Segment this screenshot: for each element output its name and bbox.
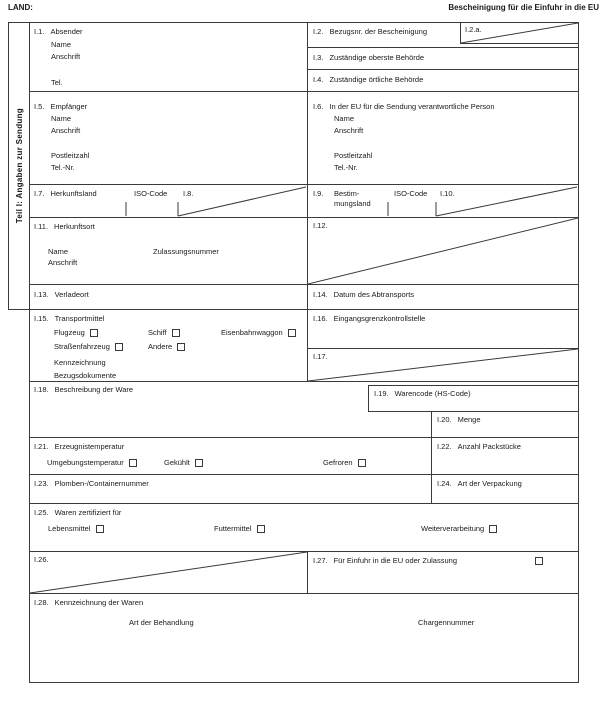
i7-number: I.7. bbox=[34, 189, 45, 198]
i6-name-label: Name bbox=[334, 114, 355, 123]
i22-title-line bbox=[437, 442, 521, 451]
andere-checkbox[interactable] bbox=[177, 343, 185, 351]
i27-title: Für Einfuhr in die EU oder Zulassung bbox=[333, 556, 457, 565]
box-i15-transportmittel bbox=[29, 309, 308, 382]
umgebungstemperatur-label: Umgebungstemperatur bbox=[47, 458, 124, 467]
box-i9-bestimmungsland bbox=[307, 184, 579, 218]
i2a-number: I.2.a. bbox=[465, 25, 482, 34]
i11-title-line bbox=[34, 222, 95, 231]
i11-title: Herkunftsort bbox=[54, 222, 95, 231]
i3-number: I.3. bbox=[313, 53, 324, 62]
box-i28-kennzeichnung-waren bbox=[29, 593, 579, 683]
i4-number: I.4. bbox=[313, 75, 324, 84]
schiff-option bbox=[148, 328, 180, 337]
i23-title-line bbox=[34, 479, 149, 488]
gefroren-checkbox[interactable] bbox=[358, 459, 366, 467]
i16-title-line bbox=[313, 314, 425, 323]
weiterverarbeitung-label: Weiterverarbeitung bbox=[421, 524, 485, 533]
i15-title: Transportmittel bbox=[54, 314, 105, 323]
i18-title: Beschreibung der Ware bbox=[54, 385, 134, 394]
i6-anschrift-label: Anschrift bbox=[334, 126, 364, 135]
box-i11-herkunftsort bbox=[29, 217, 308, 285]
weiterverarbeitung-checkbox[interactable] bbox=[489, 525, 497, 533]
i7-iso-label: ISO-Code bbox=[134, 189, 168, 198]
andere-label: Andere bbox=[148, 342, 173, 351]
i19-title-line bbox=[374, 389, 471, 398]
lebensmittel-label: Lebensmittel bbox=[48, 524, 91, 533]
flugzeug-label: Flugzeug bbox=[54, 328, 85, 337]
i5-anschrift-label: Anschrift bbox=[51, 126, 81, 135]
i26-number: I.26. bbox=[34, 555, 49, 564]
i15-kennzeichnung-label: Kennzeichnung bbox=[54, 358, 106, 367]
i7-title-line bbox=[34, 189, 97, 198]
box-i26 bbox=[29, 551, 308, 594]
gefroren-label: Gefroren bbox=[323, 458, 353, 467]
box-i3 bbox=[307, 47, 579, 70]
i24-number: I.24. bbox=[437, 479, 452, 488]
i19-number: I.19. bbox=[374, 389, 389, 398]
gefroren-option bbox=[323, 458, 366, 467]
box-i6-verantwortliche-person bbox=[307, 91, 579, 185]
box-i20-menge bbox=[431, 411, 579, 438]
i17-strike-line bbox=[308, 349, 578, 381]
i11-number: I.11. bbox=[34, 222, 49, 231]
i2-number: I.2. bbox=[313, 27, 324, 36]
i5-telnr-label: Tel.-Nr. bbox=[51, 163, 75, 172]
i27-title-line bbox=[313, 556, 457, 565]
i15-number: I.15. bbox=[34, 314, 49, 323]
i12-strike-line bbox=[308, 218, 578, 284]
sidebar-teil-i bbox=[8, 22, 30, 310]
box-i25-waren-zertifiziert bbox=[29, 503, 579, 552]
i5-name-label: Name bbox=[51, 114, 72, 123]
i22-number: I.22. bbox=[437, 442, 452, 451]
i28-number: I.28. bbox=[34, 598, 49, 607]
land-label: LAND: bbox=[8, 3, 33, 12]
eisenbahnwaggon-label: Eisenbahnwaggon bbox=[221, 328, 283, 337]
i1-number: I.1. bbox=[34, 27, 45, 36]
box-i13-verladeort bbox=[29, 284, 308, 310]
box-i22-anzahl-packstuecke bbox=[431, 437, 579, 475]
box-i23-plomben-containernummer bbox=[29, 474, 432, 504]
gekuehlt-option bbox=[164, 458, 203, 467]
i13-title-line bbox=[34, 290, 89, 299]
lebensmittel-checkbox[interactable] bbox=[96, 525, 104, 533]
i13-title: Verladeort bbox=[54, 290, 89, 299]
i11-zulassungsnummer-label: Zulassungsnummer bbox=[153, 247, 219, 256]
box-i21-erzeugnistemperatur bbox=[29, 437, 432, 475]
i7-title: Herkunftsland bbox=[50, 189, 97, 198]
eisenbahnwaggon-checkbox[interactable] bbox=[288, 329, 296, 337]
flugzeug-checkbox[interactable] bbox=[90, 329, 98, 337]
i9-title-line2: mungsland bbox=[334, 199, 371, 208]
strassenfahrzeug-checkbox[interactable] bbox=[115, 343, 123, 351]
umgebungstemperatur-option bbox=[47, 458, 137, 467]
gekuehlt-checkbox[interactable] bbox=[195, 459, 203, 467]
i2-title-line bbox=[313, 27, 427, 36]
box-i14-datum-abtransport bbox=[307, 284, 579, 310]
i5-postleitzahl-label: Postleitzahl bbox=[51, 151, 90, 160]
i6-telnr-label: Tel.-Nr. bbox=[334, 163, 358, 172]
andere-option bbox=[148, 342, 185, 351]
i3-title: Zuständige oberste Behörde bbox=[329, 53, 425, 62]
futtermittel-option bbox=[214, 524, 265, 533]
i1-anschrift-label: Anschrift bbox=[51, 52, 81, 61]
i10-number: I.10. bbox=[440, 189, 455, 198]
i25-title-line bbox=[34, 508, 121, 517]
box-i1-absender bbox=[29, 22, 308, 92]
i9-number: I.9. bbox=[313, 189, 324, 198]
box-i27-einfuhr-zulassung bbox=[307, 551, 579, 594]
page-title: Bescheinigung für die Einfuhr in die EU bbox=[448, 3, 599, 12]
i8-number: I.8. bbox=[183, 189, 194, 198]
lebensmittel-option bbox=[48, 524, 104, 533]
i16-title: Eingangsgrenzkontrollstelle bbox=[333, 314, 426, 323]
sidebar-label: Teil I: Angaben zur Sendung bbox=[14, 108, 24, 224]
futtermittel-checkbox[interactable] bbox=[257, 525, 265, 533]
i16-number: I.16. bbox=[313, 314, 328, 323]
i18-number: I.18. bbox=[34, 385, 49, 394]
box-i19-warencode bbox=[368, 385, 579, 412]
strassenfahrzeug-label: Straßenfahrzeug bbox=[54, 342, 110, 351]
box-i16-grenzkontrollstelle bbox=[307, 309, 579, 349]
strassenfahrzeug-option bbox=[54, 342, 123, 351]
flugzeug-option bbox=[54, 328, 98, 337]
i27-checkbox[interactable] bbox=[535, 557, 543, 565]
i25-title: Waren zertifiziert für bbox=[54, 508, 122, 517]
i11-anschrift-label: Anschrift bbox=[48, 258, 78, 267]
i1-title: Absender bbox=[50, 27, 83, 36]
box-i24-art-der-verpackung bbox=[431, 474, 579, 504]
i4-title-line bbox=[313, 75, 423, 84]
i5-number: I.5. bbox=[34, 102, 45, 111]
i28-title: Kennzeichnung der Waren bbox=[54, 598, 144, 607]
i28-title-line bbox=[34, 598, 143, 607]
i17-number: I.17. bbox=[313, 352, 328, 361]
i23-number: I.23. bbox=[34, 479, 49, 488]
i6-number: I.6. bbox=[313, 102, 324, 111]
box-i7-herkunftsland bbox=[29, 184, 308, 218]
box-i17 bbox=[307, 348, 579, 382]
box-i5-empfaenger bbox=[29, 91, 308, 185]
i14-title-line bbox=[313, 290, 414, 299]
i20-number: I.20. bbox=[437, 415, 452, 424]
i14-number: I.14. bbox=[313, 290, 328, 299]
i28-chargennummer-label: Chargennummer bbox=[418, 618, 475, 627]
schiff-label: Schiff bbox=[148, 328, 167, 337]
schiff-checkbox[interactable] bbox=[172, 329, 180, 337]
i18-title-line bbox=[34, 385, 133, 394]
i25-number: I.25. bbox=[34, 508, 49, 517]
i6-title-line bbox=[313, 102, 495, 111]
i27-number: I.27. bbox=[313, 556, 328, 565]
i9-iso-label: ISO-Code bbox=[394, 189, 428, 198]
i20-title-line bbox=[437, 415, 481, 424]
i1-tel-label: Tel. bbox=[51, 78, 63, 87]
i1-title-line bbox=[34, 27, 83, 36]
futtermittel-label: Futtermittel bbox=[214, 524, 252, 533]
umgebungstemperatur-checkbox[interactable] bbox=[129, 459, 137, 467]
i24-title-line bbox=[437, 479, 522, 488]
i11-name-label: Name bbox=[48, 247, 69, 256]
i28-art-der-behandlung-label: Art der Behandlung bbox=[129, 618, 194, 627]
i26-strike-line bbox=[30, 552, 307, 593]
i4-title: Zuständige örtliche Behörde bbox=[329, 75, 424, 84]
i23-title: Plomben-/Containernummer bbox=[54, 479, 149, 488]
i5-title-line bbox=[34, 102, 87, 111]
weiterverarbeitung-option bbox=[421, 524, 497, 533]
i20-title: Menge bbox=[457, 415, 481, 424]
box-i4 bbox=[307, 69, 579, 92]
i2-title: Bezugsnr. der Bescheinigung bbox=[329, 27, 428, 36]
i13-number: I.13. bbox=[34, 290, 49, 299]
i12-number: I.12. bbox=[313, 221, 328, 230]
gekuehlt-label: Gekühlt bbox=[164, 458, 190, 467]
i9-title-line1: Bestim- bbox=[334, 189, 360, 198]
i5-title: Empfänger bbox=[50, 102, 88, 111]
i24-title: Art der Verpackung bbox=[457, 479, 522, 488]
i14-title: Datum des Abtransports bbox=[333, 290, 415, 299]
i6-postleitzahl-label: Postleitzahl bbox=[334, 151, 373, 160]
i3-title-line bbox=[313, 53, 424, 62]
box-i2a bbox=[460, 22, 579, 44]
i21-title: Erzeugnistemperatur bbox=[54, 442, 125, 451]
i19-title: Warencode (HS-Code) bbox=[394, 389, 471, 398]
i22-title: Anzahl Packstücke bbox=[457, 442, 521, 451]
i6-title: In der EU für die Sendung verantwortliche Person bbox=[329, 102, 495, 111]
i21-title-line bbox=[34, 442, 124, 451]
i15-bezugsdokumente-label: Bezugsdokumente bbox=[54, 371, 117, 380]
i21-number: I.21. bbox=[34, 442, 49, 451]
box-i12 bbox=[307, 217, 579, 285]
i15-title-line bbox=[34, 314, 104, 323]
i1-name-label: Name bbox=[51, 40, 72, 49]
eisenbahnwaggon-option bbox=[221, 328, 296, 337]
